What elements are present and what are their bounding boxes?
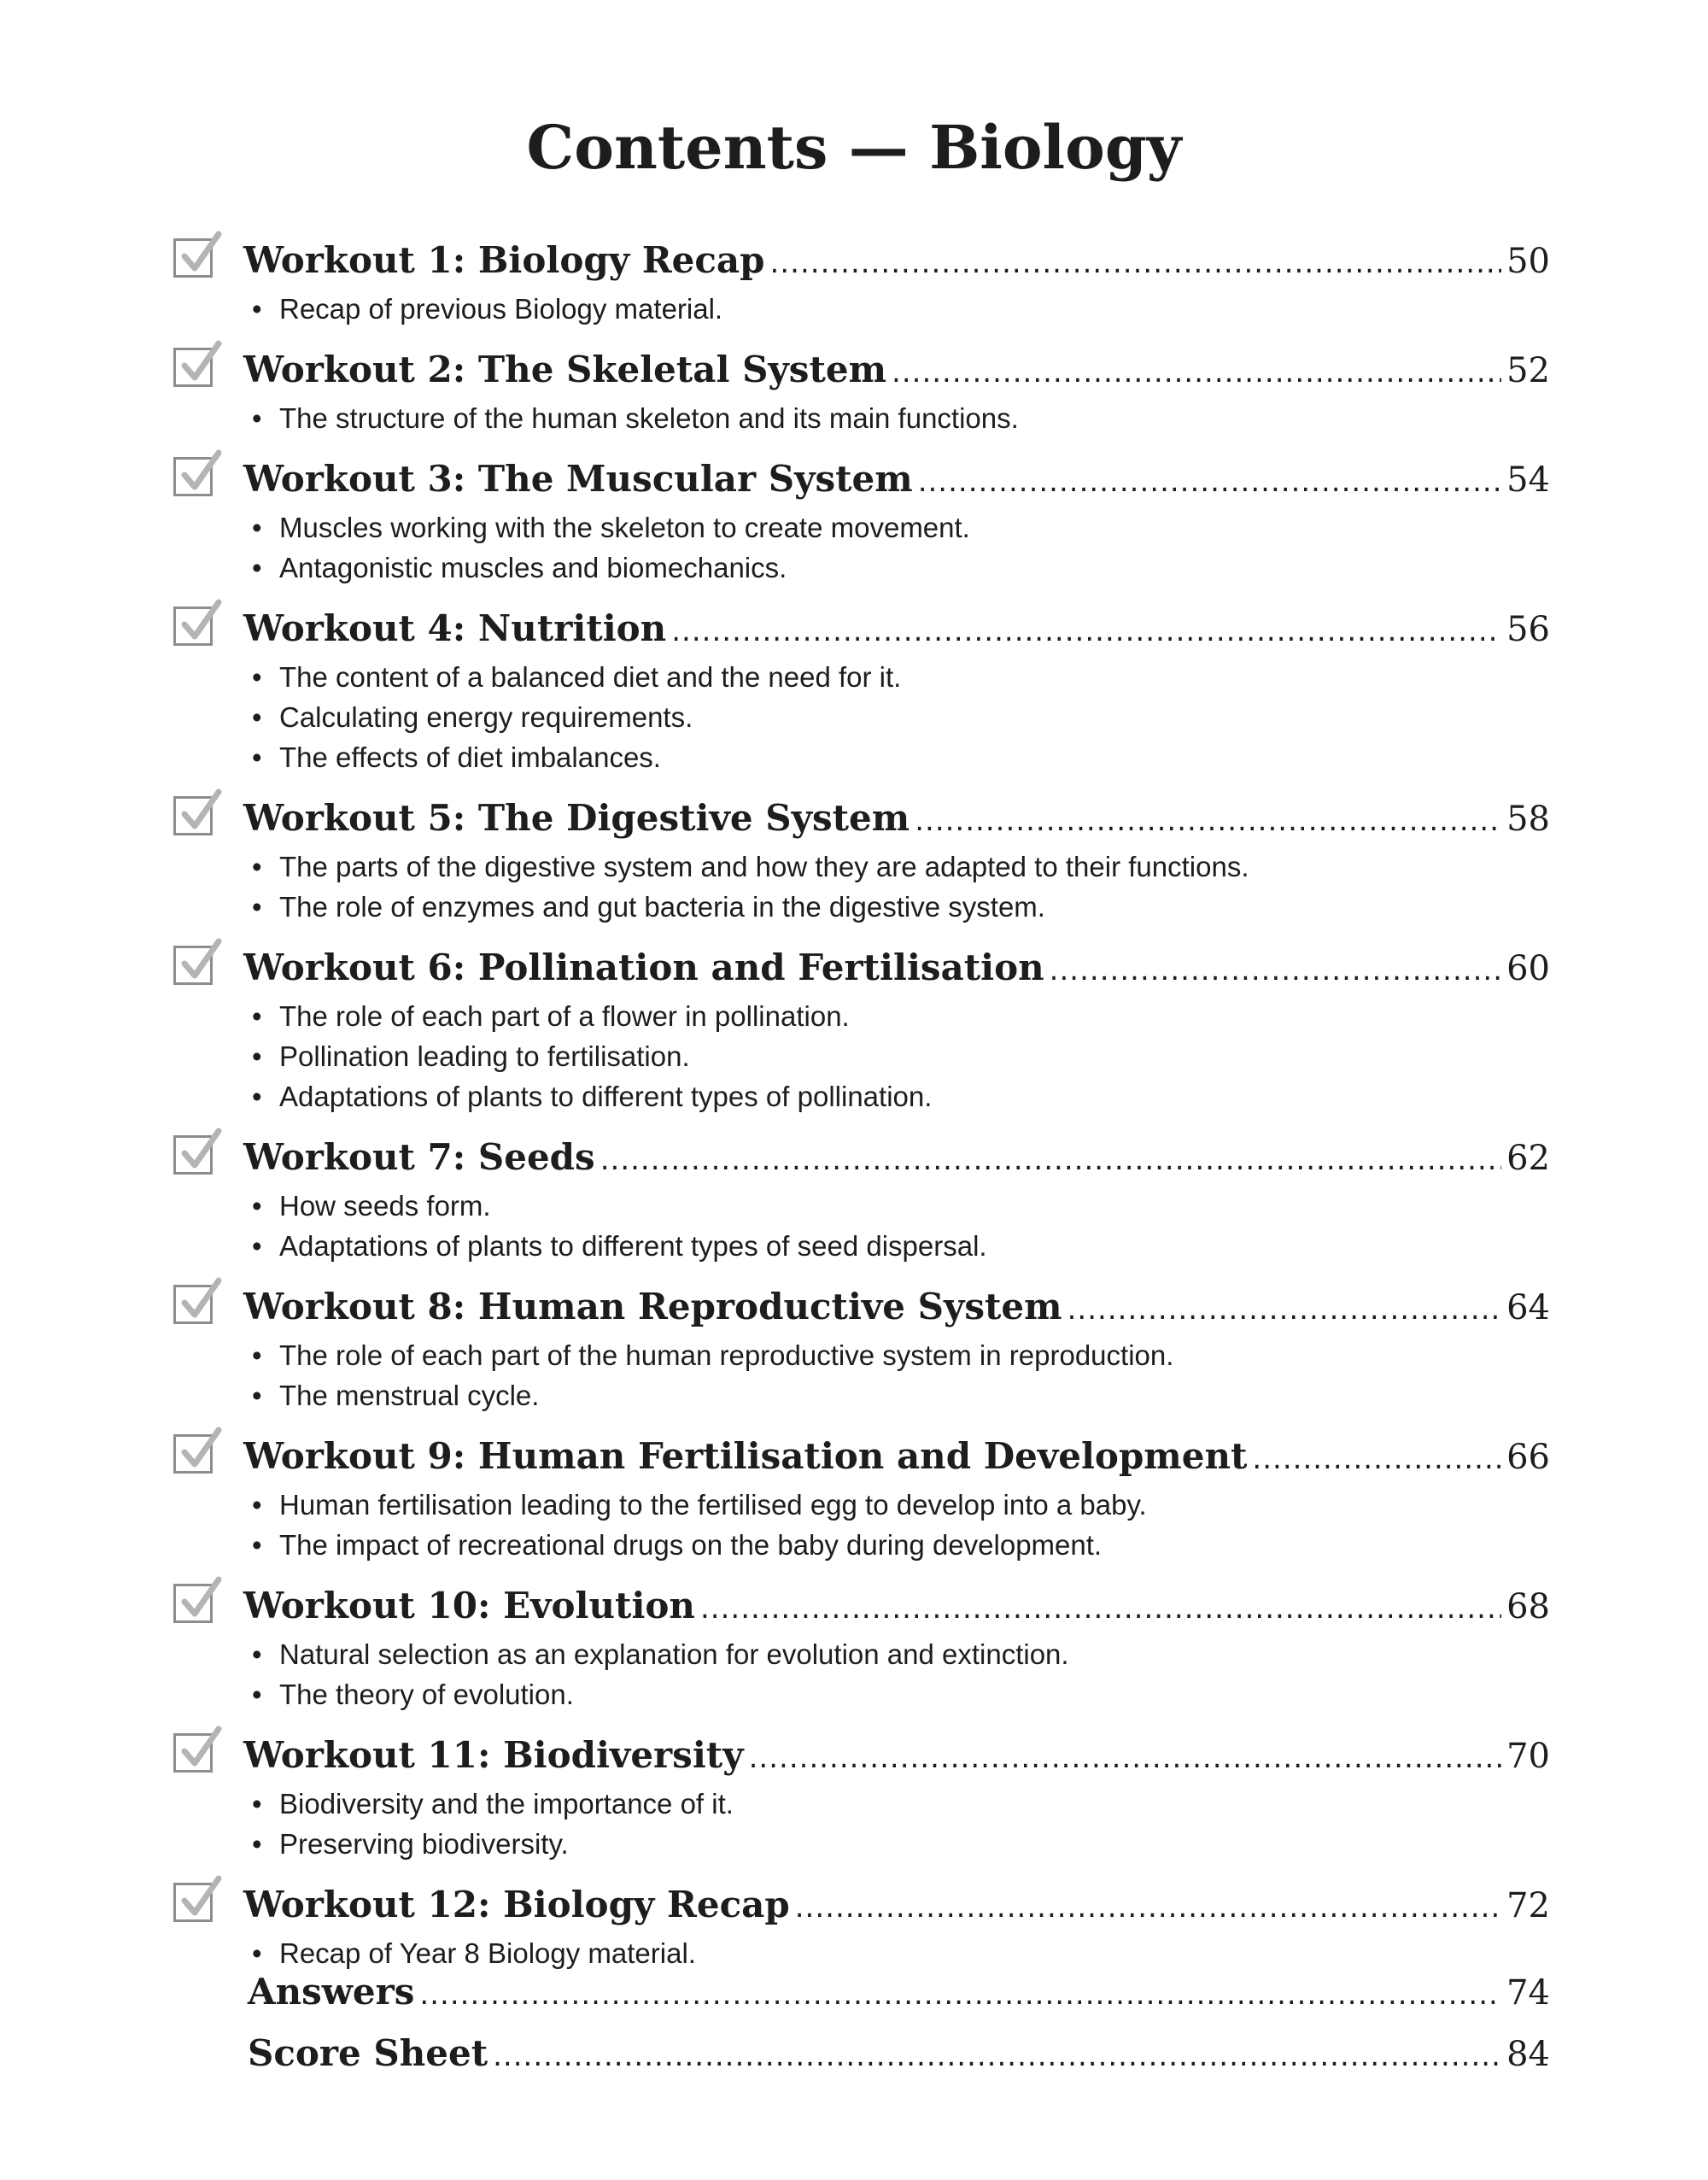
workout-title: Workout 1: Biology Recap: [243, 239, 765, 281]
topic-bullet: • Adaptations of plants to different types of seed dispersal.: [252, 1226, 1550, 1266]
page-number: 54: [1506, 460, 1550, 500]
dot-leader: [770, 235, 1502, 291]
topic-bullet: • Preserving biodiversity.: [252, 1824, 1550, 1864]
workout-title: Workout 12: Biology Recap: [243, 1884, 790, 1925]
page-number: 68: [1506, 1587, 1550, 1626]
topic-bullet: • How seeds form.: [252, 1186, 1550, 1226]
page-number: 52: [1506, 351, 1550, 390]
page-number: 74: [1506, 1973, 1550, 2013]
toc-entry-heading: [175, 790, 1550, 847]
toc-entry: [175, 342, 1550, 438]
extra-entry: [175, 2023, 1550, 2084]
topic-list: [175, 1186, 1550, 1266]
dot-leader: [892, 344, 1501, 401]
tick-mark-icon: [179, 1277, 224, 1328]
topic-list: [175, 996, 1550, 1116]
tick-mark-icon: [179, 788, 224, 840]
workout-title: Workout 8: Human Reproductive System: [243, 1286, 1062, 1327]
extra-title: Score Sheet: [248, 2032, 488, 2074]
toc-entry: [175, 1279, 1550, 1415]
page-number: 58: [1506, 800, 1550, 839]
toc-entry: [175, 1428, 1550, 1565]
tick-mark-icon: [179, 1128, 224, 1179]
dot-leader: [918, 454, 1501, 510]
tick-mark-icon: [179, 1726, 224, 1777]
workout-title: Workout 2: The Skeletal System: [243, 349, 887, 390]
toc-entry-heading: [175, 1279, 1550, 1335]
toc-entry-heading: [175, 1578, 1550, 1634]
page-number: 50: [1506, 242, 1550, 281]
page-number: 62: [1506, 1139, 1550, 1178]
dot-leader: [671, 603, 1501, 659]
topic-list: [175, 1634, 1550, 1714]
tick-mark-icon: [179, 1576, 224, 1627]
topic-bullet: • Human fertilisation leading to the fertilised egg to develop into a baby.: [252, 1485, 1550, 1525]
toc-entry: [175, 1877, 1550, 1973]
checkbox-tick-icon: [173, 1883, 213, 1922]
toc-entry: [175, 940, 1550, 1116]
extra-title: Answers: [248, 1971, 415, 2013]
tick-mark-icon: [179, 231, 224, 282]
topic-list: [175, 657, 1550, 777]
toc-entry-heading: [175, 1428, 1550, 1485]
topic-list: [175, 1335, 1550, 1415]
dot-leader: [600, 1132, 1501, 1188]
dot-leader: [795, 1879, 1501, 1936]
page-number: 84: [1506, 2035, 1550, 2074]
checkbox-tick-icon: [173, 1434, 213, 1474]
topic-bullet: • Adaptations of plants to different types of pollination.: [252, 1076, 1550, 1116]
toc-entry: [175, 601, 1550, 777]
workout-title: Workout 9: Human Fertilisation and Development: [243, 1435, 1248, 1477]
workout-title: Workout 3: The Muscular System: [243, 458, 913, 500]
topic-bullet: • The role of each part of the human reproductive system in reproduction.: [252, 1335, 1550, 1375]
topic-bullet: • Muscles working with the skeleton to create movement.: [252, 507, 1550, 548]
tick-mark-icon: [179, 1427, 224, 1478]
topic-bullet: • Biodiversity and the importance of it.: [252, 1784, 1550, 1824]
checkbox-tick-icon: [173, 238, 213, 278]
page-number: 66: [1506, 1438, 1550, 1477]
dot-leader: [419, 1964, 1501, 2025]
topic-bullet: • The menstrual cycle.: [252, 1375, 1550, 1415]
topic-bullet: • The theory of evolution.: [252, 1674, 1550, 1714]
checkbox-tick-icon: [173, 457, 213, 496]
topic-bullet: • The impact of recreational drugs on the baby during development.: [252, 1525, 1550, 1565]
toc-entry-heading: [175, 342, 1550, 398]
workout-title: Workout 6: Pollination and Fertilisation: [243, 946, 1044, 988]
workout-title: Workout 7: Seeds: [243, 1136, 595, 1178]
checkbox-tick-icon: [173, 796, 213, 835]
page-number: 72: [1506, 1886, 1550, 1925]
topic-list: [175, 847, 1550, 927]
dot-leader: [1068, 1281, 1501, 1338]
workout-title: Workout 11: Biodiversity: [243, 1734, 744, 1776]
topic-list: [175, 398, 1550, 438]
tick-mark-icon: [179, 340, 224, 391]
checkbox-tick-icon: [173, 946, 213, 985]
tick-mark-icon: [179, 1875, 224, 1926]
contents-list: [175, 232, 1550, 1986]
topic-bullet: • Calculating energy requirements.: [252, 697, 1550, 737]
toc-entry: [175, 1578, 1550, 1714]
toc-entry-heading: [175, 451, 1550, 507]
toc-entry: [175, 451, 1550, 588]
toc-entry-heading: [175, 1129, 1550, 1186]
tick-mark-icon: [179, 599, 224, 650]
dot-leader: [1252, 1431, 1501, 1487]
page-number: 70: [1506, 1737, 1550, 1776]
toc-entry-heading: [175, 601, 1550, 657]
toc-entry: [175, 790, 1550, 927]
checkbox-tick-icon: [173, 1584, 213, 1623]
topic-bullet: • The content of a balanced diet and the need for it.: [252, 657, 1550, 697]
checkbox-tick-icon: [173, 607, 213, 646]
toc-entry: [175, 1727, 1550, 1864]
checkbox-tick-icon: [173, 1733, 213, 1773]
workout-title: Workout 5: The Digestive System: [243, 797, 910, 839]
topic-bullet: • The parts of the digestive system and how they are adapted to their functions.: [252, 847, 1550, 887]
page-number: 60: [1506, 949, 1550, 988]
toc-entry-heading: [175, 1727, 1550, 1784]
topic-list: [175, 507, 1550, 588]
checkbox-tick-icon: [173, 1285, 213, 1324]
extras-list: [175, 1961, 1550, 2084]
topic-bullet: • Recap of Year 8 Biology material.: [252, 1933, 1550, 1973]
dot-leader: [749, 1730, 1502, 1786]
dot-leader: [915, 793, 1501, 849]
checkbox-tick-icon: [173, 348, 213, 387]
tick-mark-icon: [179, 938, 224, 989]
page-number: 56: [1506, 610, 1550, 649]
topic-bullet: • Pollination leading to fertilisation.: [252, 1036, 1550, 1076]
topic-bullet: • Natural selection as an explanation for evolution and extinction.: [252, 1634, 1550, 1674]
toc-entry-heading: [175, 940, 1550, 996]
topic-bullet: • Recap of previous Biology material.: [252, 289, 1550, 329]
workout-title: Workout 10: Evolution: [243, 1585, 695, 1626]
dot-leader: [700, 1580, 1501, 1637]
toc-entry: [175, 1129, 1550, 1266]
topic-bullet: • The structure of the human skeleton and its main functions.: [252, 398, 1550, 438]
toc-entry: [175, 232, 1550, 329]
toc-entry-heading: [175, 232, 1550, 289]
toc-entry-heading: [175, 1877, 1550, 1933]
topic-bullet: • Antagonistic muscles and biomechanics.: [252, 548, 1550, 588]
topic-list: [175, 1485, 1550, 1565]
workout-title: Workout 4: Nutrition: [243, 607, 667, 649]
tick-mark-icon: [179, 449, 224, 501]
checkbox-tick-icon: [173, 1135, 213, 1175]
dot-leader: [493, 2025, 1501, 2087]
page-title: Contents — Biology: [526, 112, 1182, 183]
topic-list: [175, 1784, 1550, 1864]
topic-bullet: • The role of each part of a flower in pollination.: [252, 996, 1550, 1036]
topic-bullet: • The role of enzymes and gut bacteria in the digestive system.: [252, 887, 1550, 927]
dot-leader: [1050, 942, 1501, 999]
topic-bullet: • The effects of diet imbalances.: [252, 737, 1550, 777]
topic-list: [175, 289, 1550, 329]
extra-entry: [175, 1961, 1550, 2023]
page-number: 64: [1506, 1288, 1550, 1327]
